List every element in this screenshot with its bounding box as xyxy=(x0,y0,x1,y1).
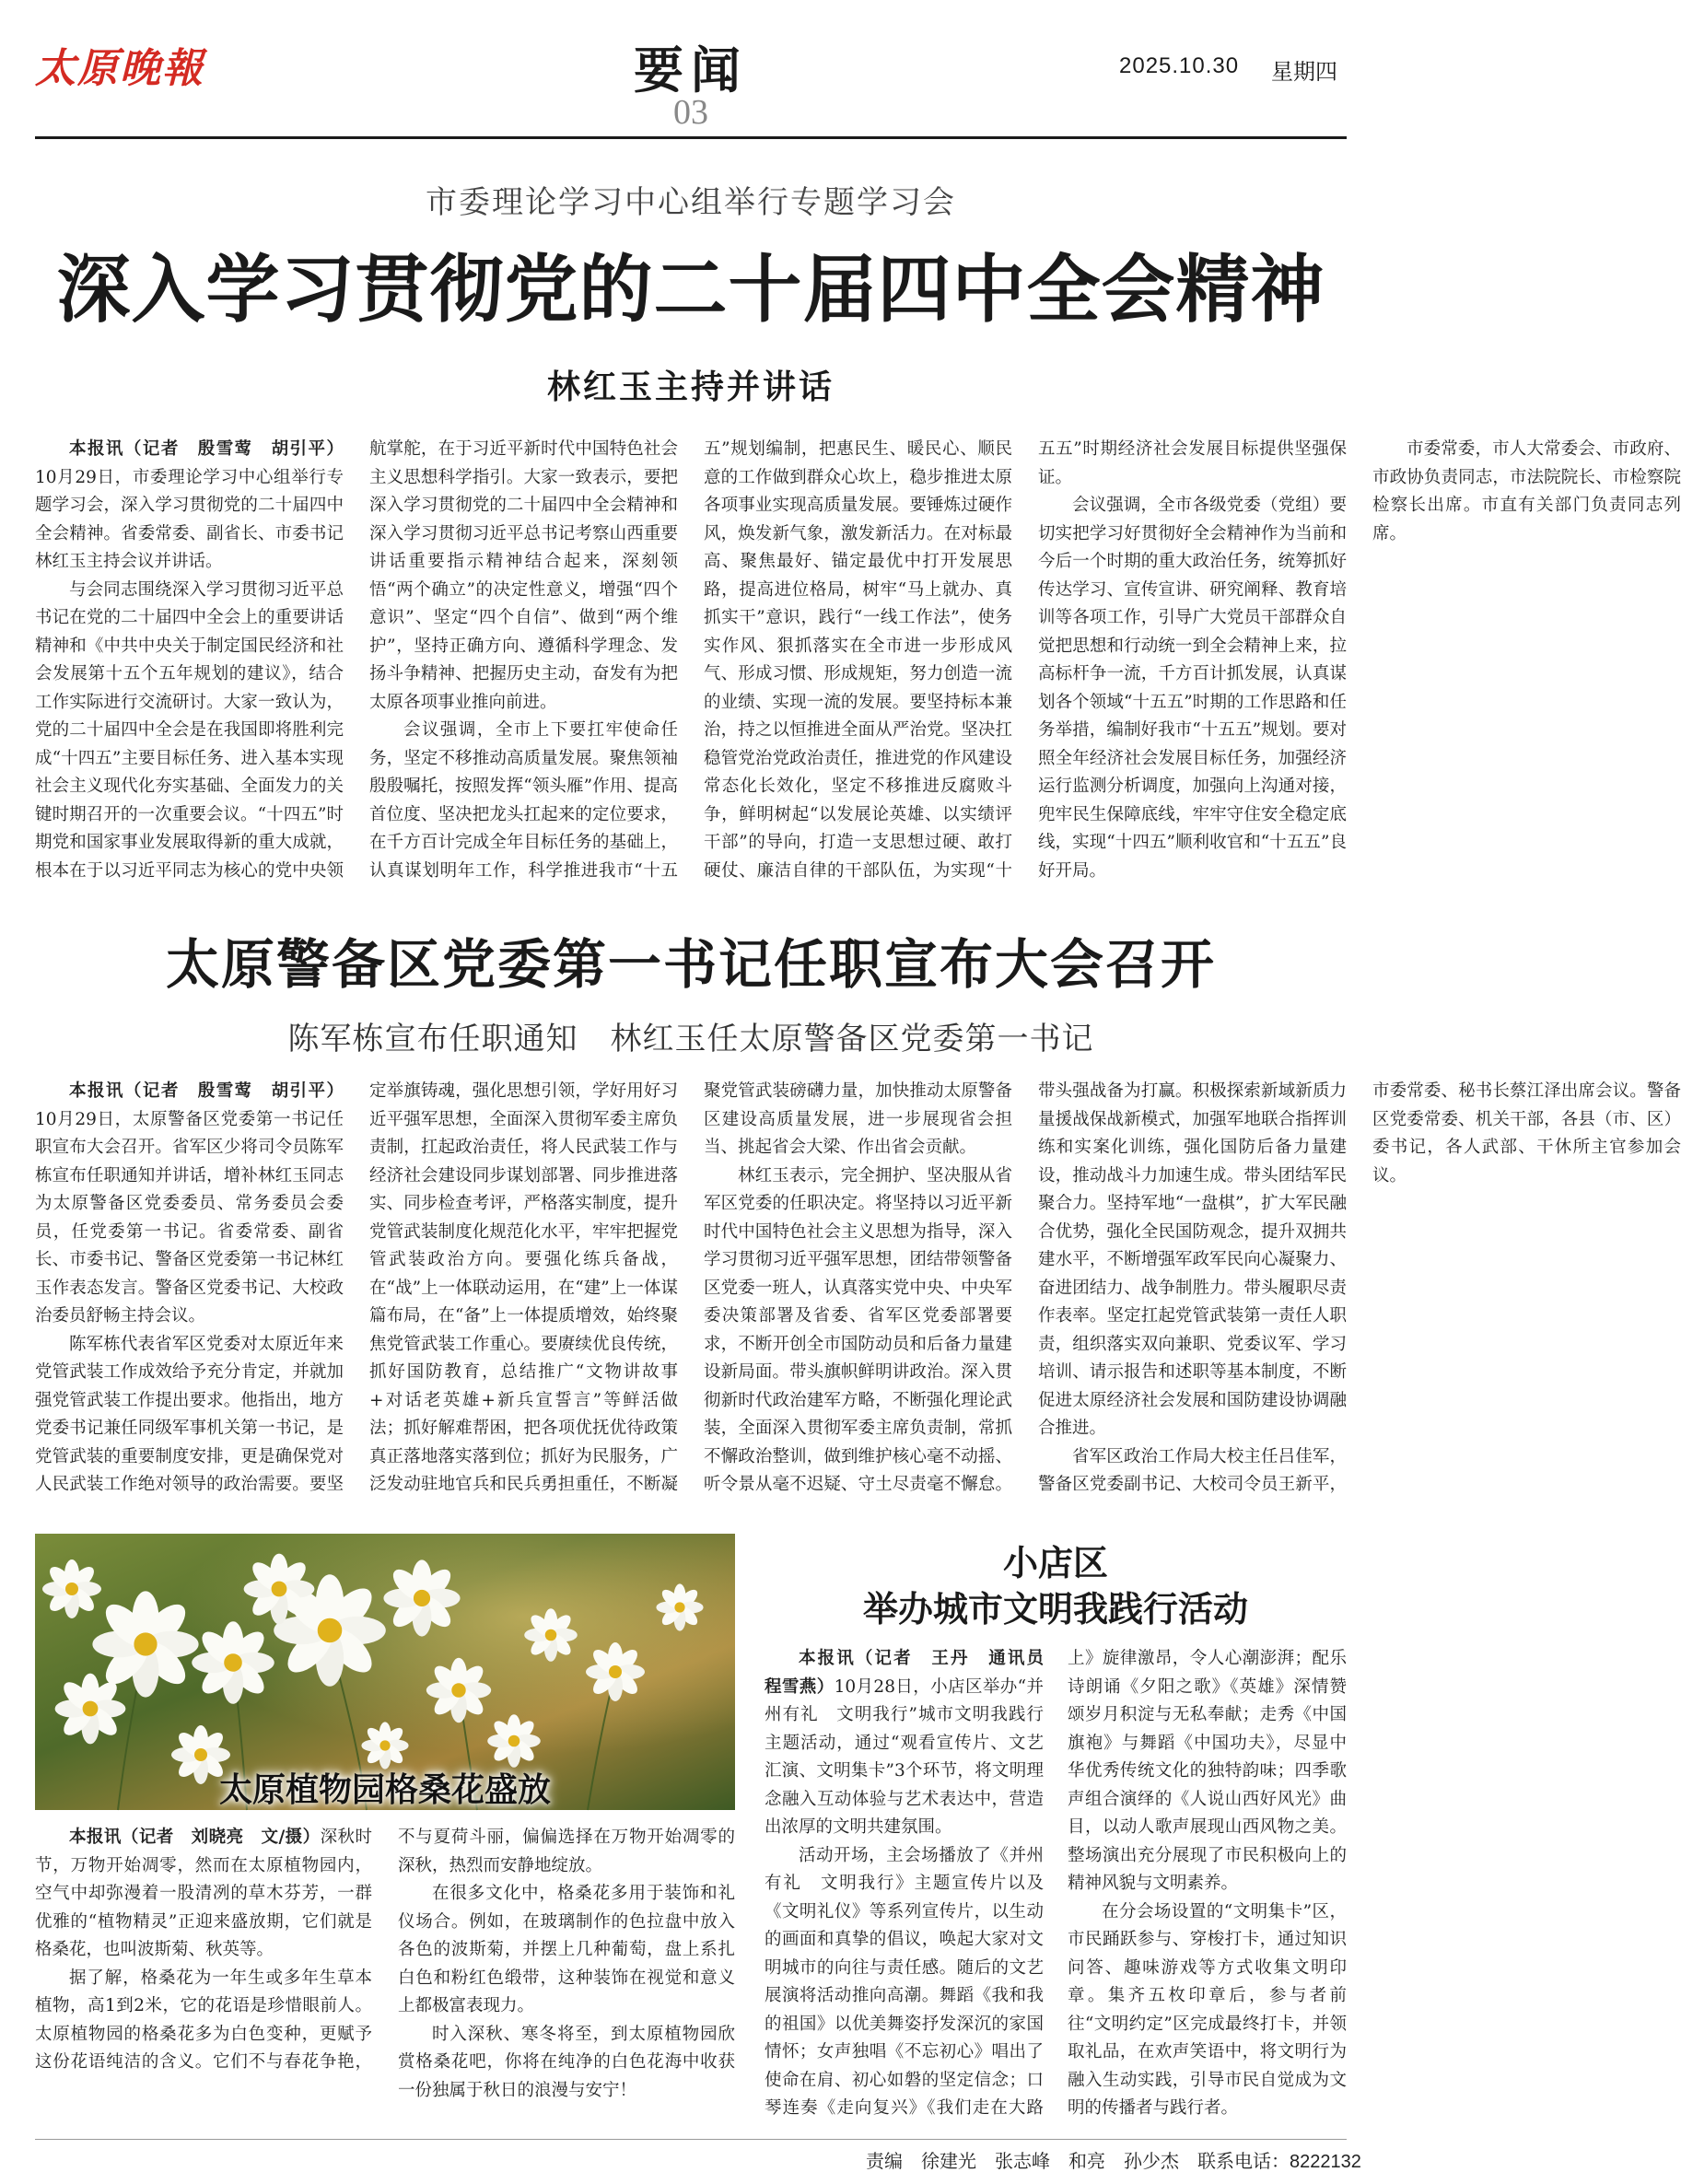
article3-body xyxy=(35,1824,735,2132)
issue-date: 2025.10.30 xyxy=(1119,53,1240,78)
article2-byline: 本报讯（记者 殷雪莺 胡引平） xyxy=(69,1081,344,1101)
article3-paragraph: 本报讯（记者 刘晓亮 文/摄）深秋时节，万物开始凋零，然而在太原植物园内，空气中却弥漫着一股清冽的草木芬芳，一群优雅的“植物精灵”正迎来盛放期，它们就是格桑花，也叫波斯菊、秋英等。 xyxy=(35,1828,372,1959)
masthead-rule xyxy=(35,136,1347,139)
article3-paragraph: 据了解，格桑花为一年生或多年生草本植物，高1到2米，它的花语是珍惜眼前人。太原植物园的格桑花多为白色变种，更赋予这份花语纯洁的含义。它们不与春花争艳，不与夏荷斗丽，偏偏选择在万物开始凋零的深秋，热烈而安静地绽放。 xyxy=(35,1828,735,2072)
section-title: 要闻 xyxy=(634,41,748,99)
issue-weekday: 星期四 xyxy=(1271,60,1337,85)
article2-paragraph: 林红玉表示，完全拥护、坚决服从省军区党委的任职决定。将坚持以习近平新时代中国特色社会主义思想为指导，深入学习贯彻习近平强军思想，团结带领警备区党委一班人，认真落实党中央、中央军委决策部署及省委、省军区党委部署要求，不断开创全市国防动员和后备力量建设新局面。带头旗帜鲜明讲政治。深入贯彻新时代政治建军方略，不断强化理论武装，全面深入贯彻军委主席负责制，常抓不懈政治整训，做到维护核心毫不动摇、听令景从毫不迟疑、守土尽责毫不懈怠。带头强战备为打赢。积极探索新域新质力量援战保战新模式，加强军地联合指挥训练和实案化训练，强化国防后备力量建设，推动战斗力加速生成。带头团结军民聚合力。坚持军地“一盘棋”，扩大军民融合优势，强化全民国防观念，提升双拥共建水平，不断增强军政军民向心凝聚力、奋进团结力、战争制胜力。带头履职尽责作表率。坚定扛起党管武装第一责任人职责，组织落实双向兼职、党委议军、学习培训、请示报告和述职等基本制度，不断促进太原经济社会发展和国防建设协调融合推进。 xyxy=(704,1081,1347,1494)
article2-body xyxy=(35,1078,1681,1501)
article2-paragraph: 陈军栋代表省军区党委对太原近年来党管武装工作成效给予充分肯定，并就加强党管武装工作提出要求。他指出，地方党委书记兼任同级军事机关第一书记，是党管武装的重要制度安排，更是确保党对人民武装工作绝对领导的政治需要。要坚定举旗铸魂，强化思想引领，学好用好习近平强军思想，全面深入贯彻军委主席负责制，扛起政治责任，将人民武装工作与经济社会建设同步谋划部署、同步推进落实、同步检查考评，严格落实制度，提升党管武装制度化规范化水平，牢牢把握党管武装政治方向。要强化练兵备战，在“战”上一体联动运用，在“建”上一体谋篇布局，在“备”上一体提质增效，始终聚焦党管武装工作重心。要赓续优良传统，抓好国防教育，总结推广“文物讲故事+对话老英雄+新兵宣誓言”等鲜活做法；抓好解难帮困，把各项优抚优待政策真正落地落实落到位；抓好为民服务，广泛发动驻地官兵和民兵勇担重任，不断凝聚党管武装磅礴力量，加快推动太原警备区建设高质量发展，进一步展现省会担当、挑起省会大梁、作出省会贡献。 xyxy=(35,1081,1012,1494)
article1-paragraph: 会议强调，全市各级党委（党组）要切实把学习好贯彻好全会精神作为当前和今后一个时期的重大政治任务，统筹抓好传达学习、宣传宣讲、研究阐释、教育培训等各项工作，引导广大党员干部群众自觉把思想和行动统一到全会精神上来，拉高标杆争一流，千方百计抓发展，认真谋划各个领域“十五五”时期的工作思路和任务举措，编制好我市“十五五”规划。要对照全年经济社会发展目标任务，加强经济运行监测分析调度，加强向上沟通对接，兜牢民生保障底线，牢牢守住安全稳定底线，实现“十四五”顺利收官和“十五五”良好开局。 xyxy=(1038,496,1347,881)
article3-byline: 本报讯（记者 刘晓亮 文/摄） xyxy=(69,1828,321,1847)
article1-kicker: 市委理论学习中心组举行专题学习会 xyxy=(426,184,956,221)
article4-headline: 小店区 举办城市文明我践行活动 xyxy=(862,1543,1248,1629)
article1-paragraph: 本报讯（记者 殷雪莺 胡引平）10月29日，市委理论学习中心组举行专题学习会，深入学习贯彻党的二十届四中全会精神。省委常委、副省长、市委书记林红玉主持会议并讲话。 xyxy=(35,439,344,571)
article1-paragraph: 市委常委，市人大常委会、市政府、市政协负责同志，市法院院长、市检察院检察长出席。市直有关部门负责同志列席。 xyxy=(1372,439,1681,543)
article1-paragraph: 与会同志围绕深入学习贯彻习近平总书记在党的二十届四中全会上的重要讲话精神和《中共中央关于制定国民经济和社会发展第十五个五年规划的建议》，结合工作实际进行交流研讨。大家一致认为，党的二十届四中全会是在我国即将胜利完成“十四五”主要目标任务、进入基本实现社会主义现代化夯实基础、全面发力的关键时期召开的一次重要会议。“十四五”时期党和国家事业发展取得新的重大成就，根本在于以习近平同志为核心的党中央领航掌舵，在于习近平新时代中国特色社会主义思想科学指引。大家一致表示，要把深入学习贯彻党的二十届四中全会精神和深入学习贯彻习近平总书记考察山西重要讲话重要指示精神结合起来，深刻领悟“两个确立”的决定性意义，增强“四个意识”、坚定“四个自信”、做到“两个维护”，坚持正确方向、遵循科学理念、发扬斗争精神、把握历史主动，奋发有为把太原各项事业推向前进。 xyxy=(35,439,678,881)
page-number: 03 xyxy=(673,93,708,132)
article1-headline: 深入学习贯彻党的二十届四中全会精神 xyxy=(56,247,1325,333)
article4-body xyxy=(765,1645,1347,2133)
article4-paragraph: 本报讯（记者 王丹 通讯员 程雪燕）10月28日，小店区举办“并州有礼 文明我行”城市文明我践行主题活动，通过“观看宣传片、文艺汇演、文明集卡”3个环节，将文明理念融入互动体验与艺术表达中，营造出浓厚的文明共建氛围。 xyxy=(765,1649,1061,1837)
footer-rule xyxy=(35,2139,1347,2140)
newspaper-logo: 太原晚報 xyxy=(35,45,204,92)
photo-caption: 太原植物园格桑花盛放 xyxy=(218,1771,551,1809)
article1-paragraph: 会议强调，全市上下要扛牢使命任务，坚定不移推动高质量发展。聚焦领袖殷殷嘱托，按照发挥“领头雁”作用、提高首位度、坚决把龙头扛起来的定位要求，在千方百计完成全年目标任务的基础上，认真谋划明年工作，科学推进我市“十五五”规划编制，把惠民生、暖民心、顺民意的工作做到群众心坎上，稳步推进太原各项事业实现高质量发展。要锤炼过硬作风，焕发新气象，激发新活力。在对标最高、聚焦最好、锚定最优中打开发展思路，提高进位格局，树牢“马上就办、真抓实干”意识，践行“一线工作法”，使务实作风、狠抓落实在全市进一步形成风气、形成习惯、形成规矩，努力创造一流的业绩、实现一流的发展。要坚持标本兼治，持之以恒推进全面从严治党。坚决扛稳管党治党政治责任，推进党的作风建设常态化长效化，坚定不移推进反腐败斗争，鲜明树起“以发展论英雄、以实绩评干部”的导向，打造一支思想过硬、敢打硬仗、廉洁自律的干部队伍，为实现“十五五”时期经济社会发展目标提供坚强保证。 xyxy=(369,439,1347,881)
article1-byline: 本报讯（记者 殷雪莺 胡引平） xyxy=(69,439,344,459)
editor-credits: 责编 徐建光 张志峰 和亮 孙少杰 联系电话：8222132 xyxy=(866,2152,1361,2172)
article3-paragraph: 时入深秋、寒冬将至，到太原植物园欣赏格桑花吧，你将在纯净的白色花海中收获一份独属于秋日的浪漫与安宁！ xyxy=(398,2024,735,2100)
article3-paragraph: 在很多文化中，格桑花多用于装饰和礼仪场合。例如，在玻璃制作的色拉盘中放入各色的波斯菊，并摆上几种葡萄，盘上系扎白色和粉红色缎带，这种装饰在视觉和意义上都极富表现力。 xyxy=(398,1884,735,2015)
article4-byline: 本报讯（记者 王丹 通讯员 程雪燕） xyxy=(765,1649,1061,1697)
article2-paragraph: 本报讯（记者 殷雪莺 胡引平）10月29日，太原警备区党委第一书记任职宣布大会召开。省军区少将司令员陈军栋宣布任职通知并讲话，增补林红玉同志为太原警备区党委委员、常务委员会委员，任党委第一书记。省委常委、副省长、市委书记、警备区党委第一书记林红玉作表态发言。警备区党委书记、大校政治委员舒畅主持会议。 xyxy=(35,1081,344,1326)
article2-headline: 太原警备区党委第一书记任职宣布大会召开 xyxy=(165,933,1216,996)
article2-subhead: 陈军栋宣布任职通知 林红玉任太原警备区党委第一书记 xyxy=(287,1021,1094,1057)
article1-subhead: 林红玉主持并讲话 xyxy=(546,368,835,406)
article4-paragraph: 活动开场，主会场播放了《并州有礼 文明我行》主题宣传片以及《文明礼仪》等系列宣传片，以生动的画面和真挚的倡议，唤起大家对文明城市的向往与责任感。随后的文艺展演将活动推向高潮。舞蹈《我和我的祖国》以优美舞姿抒发深沉的家国情怀；女声独唱《不忘初心》唱出了使命在肩、初心如磐的坚定信念；口琴连奏《走向复兴》《我们走在大路上》旋律激昂，令人心潮澎湃；配乐诗朗诵《夕阳之歌》《英雄》深情赞颂岁月积淀与无私奉献；走秀《中国旗袍》与舞蹈《中国功夫》，尽显中华优秀传统文化的独特韵味；四季歌声组合演绎的《人说山西好风光》曲目，以动人歌声展现山西风物之美。整场演出充分展现了市民积极向上的精神风貌与文明素养。 xyxy=(765,1649,1347,2118)
article4-paragraph: 在分会场设置的“文明集卡”区，市民踊跃参与、穿梭打卡，通过知识问答、趣味游戏等方式收集文明印章。集齐五枚印章后，参与者前往“文明约定”区完成最终打卡，并领取礼品，在欢声笑语中，将文明行为融入生动实践，引导市民自觉成为文明的传播者与践行者。 xyxy=(1068,1901,1347,2118)
article1-body xyxy=(35,436,1681,896)
article2-paragraph: 省军区政治工作局大校主任吕佳军，警备区党委副书记、大校司令员王新平，市委常委、秘书长蔡江泽出席会议。警备区党委常委、机关干部，各县（市、区）委书记，各人武部、干休所主官参加会议。 xyxy=(1038,1081,1681,1494)
